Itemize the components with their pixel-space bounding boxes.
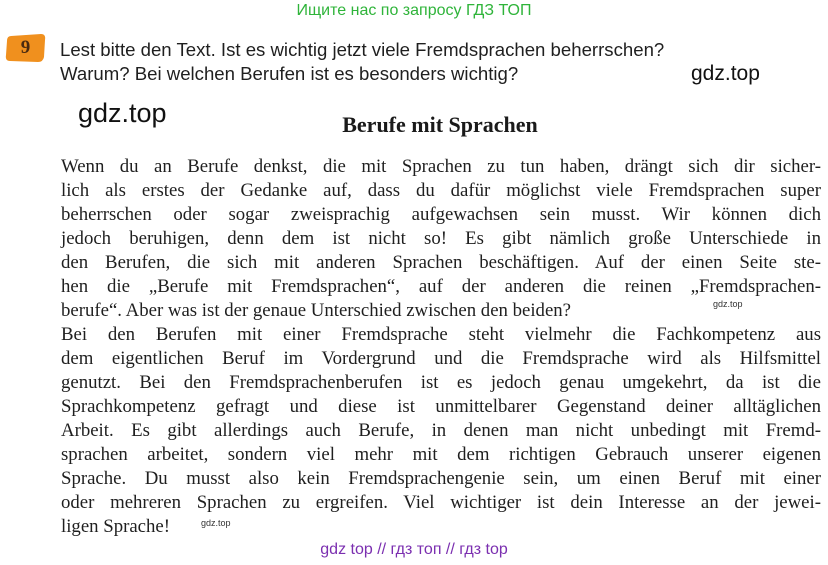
- article-title: Berufe mit Sprachen: [342, 112, 538, 137]
- text-line: berufe“. Aber was ist der genaue Unterschied zwischen den beiden?: [61, 300, 572, 321]
- watermark: gdz.top: [691, 62, 760, 85]
- text-line: sprachen arbeitet, sondern viel mehr mit dem richtigen Gebrauch unserer eigenen: [61, 444, 821, 465]
- text-line: Sprachkompetenz gefragt und diese ist unmittelbarer Gegenstand deiner alltäglichen: [61, 396, 821, 417]
- text-line: dem eigentlichen Beruf im Vordergrund und die Fremdsprache wird als Hilfsmittel: [61, 348, 821, 369]
- text-line: den Berufen, die sich mit anderen Sprachen beschäftigen. Auf der einen Seite ste-: [61, 252, 821, 273]
- watermark: gdz.top: [78, 98, 167, 128]
- text-line: Bei den Berufen mit einer Fremdsprache steht vielmehr die Fachkompetenz aus: [61, 324, 821, 345]
- task-instructions: [60, 38, 664, 86]
- article-body: [61, 155, 821, 539]
- watermark: gdz.top: [201, 518, 231, 528]
- text-line: ligen Sprache!: [61, 516, 170, 537]
- text-line: jedoch beruhigen, denn dem ist nicht so! Es gibt nämlich große Unterschiede in: [61, 228, 821, 249]
- text-line: Wenn du an Berufe denkst, die mit Sprachen zu tun haben, drängt sich dir sicher-: [61, 156, 821, 177]
- text-line: lich als erstes der Gedanke auf, dass du dafür möglichst viele Fremdsprachen super: [61, 180, 821, 201]
- text-line: Sprache. Du musst also kein Fremdsprachengenie sein, um einen Beruf mit einer: [61, 468, 821, 489]
- task-number-badge: [5, 33, 46, 63]
- text-line: beherrschen oder sogar zweisprachig aufgewachsen sein musst. Wir können dich: [61, 204, 821, 225]
- text-line: Arbeit. Es gibt allerdings auch Berufe, in denen man nicht unbedingt mit Fremd-: [61, 420, 821, 441]
- footer-watermark: gdz top // гдз топ // гдз top: [320, 541, 508, 558]
- task-line: Lest bitte den Text. Ist es wichtig jetzt viele Fremdsprachen beherrschen?: [60, 39, 665, 60]
- task-number: 9: [20, 37, 31, 58]
- text-line: genutzt. Bei den Fremdsprachenberufen ist es jedoch genau umgekehrt, da ist die: [61, 372, 821, 393]
- text-line: oder mehreren Sprachen zu ergreifen. Viel wichtiger ist dein Interesse an der jewei-: [61, 492, 821, 513]
- top-banner: Ищите нас по запросу ГДЗ ТОП: [296, 2, 532, 19]
- text-line: hen die „Berufe mit Fremdsprachen“, auf der anderen die reinen „Fremdsprachen-: [61, 276, 821, 297]
- task-line: Warum? Bei welchen Berufen ist es besonders wichtig?: [60, 63, 519, 84]
- watermark: gdz.top: [713, 299, 743, 309]
